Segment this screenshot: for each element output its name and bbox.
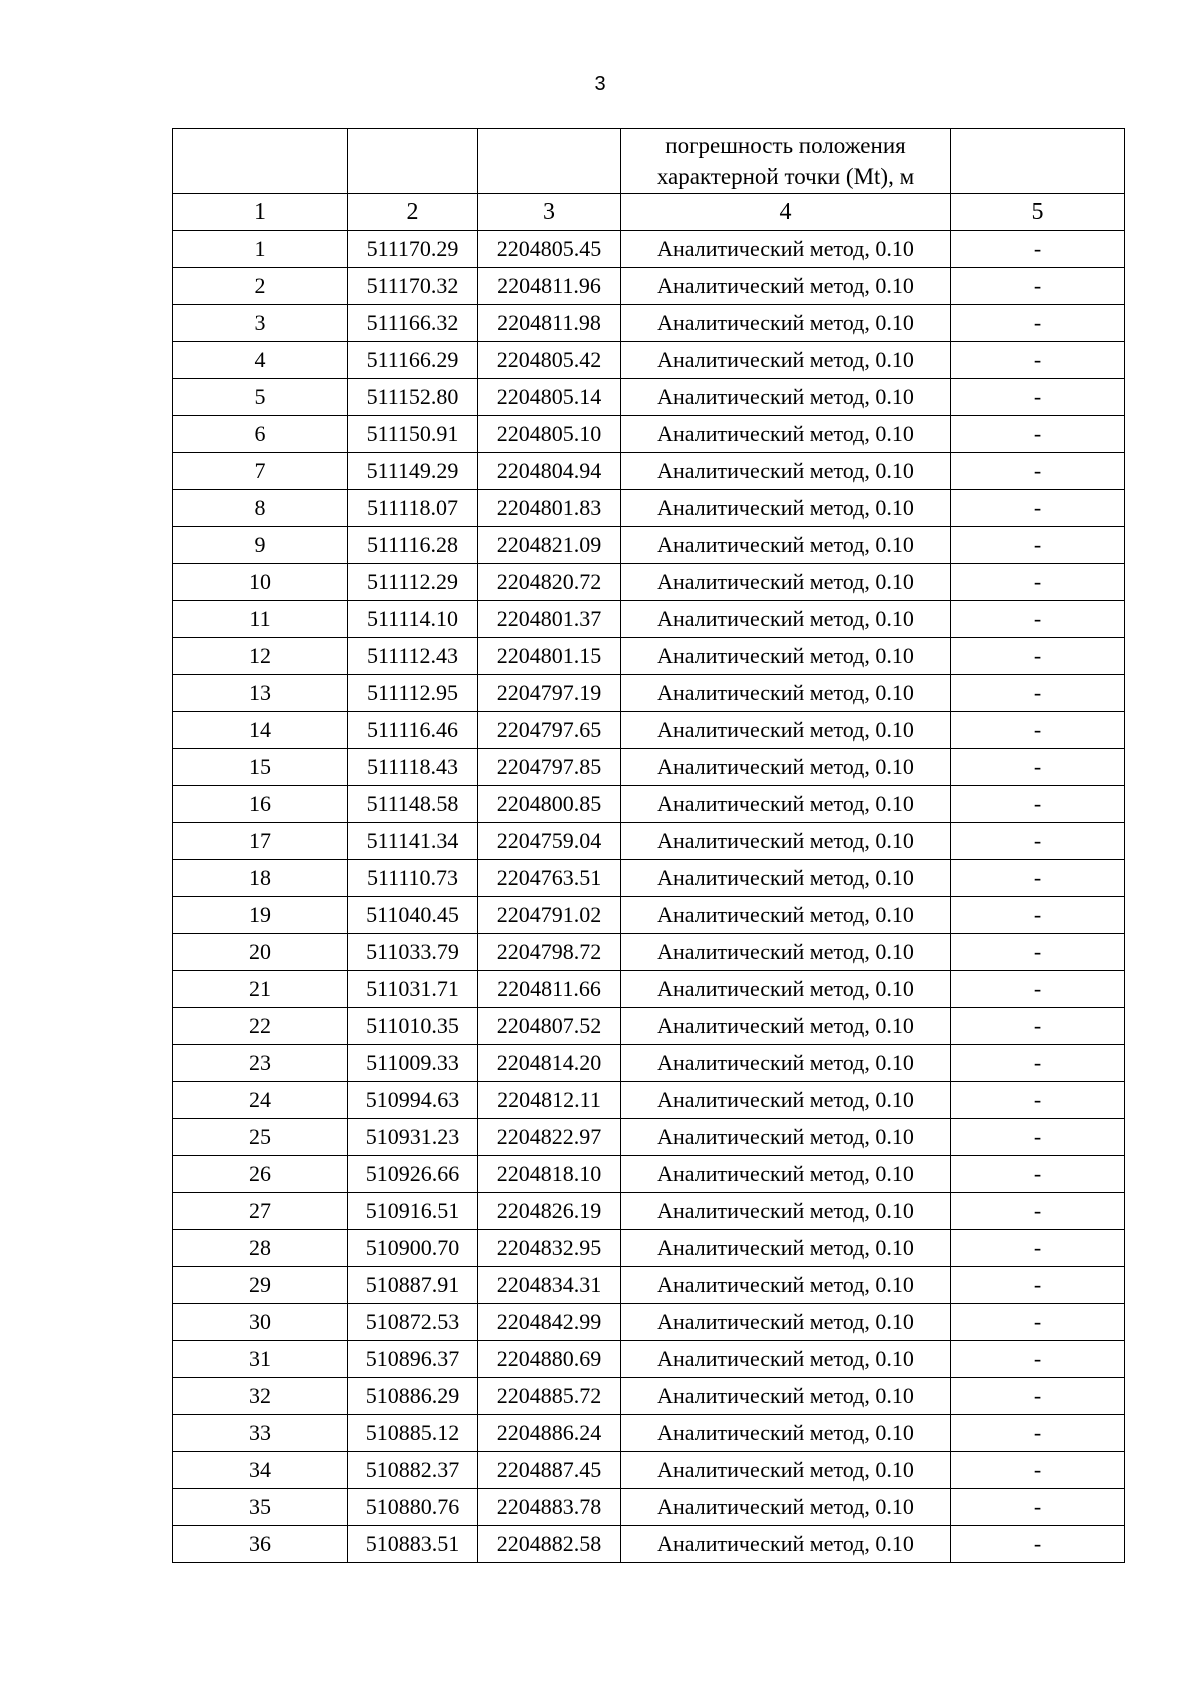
point-number-cell: 3 [173,305,348,342]
header-cell-accuracy: погрешность положения характерной точки (Mt), м [621,129,951,194]
note-cell: - [951,1489,1125,1526]
method-cell: Аналитический метод, 0.10 [621,379,951,416]
note-cell: - [951,934,1125,971]
point-number-cell: 28 [173,1230,348,1267]
method-cell: Аналитический метод, 0.10 [621,1156,951,1193]
header-cell [348,129,478,194]
y-coordinate-cell: 2204832.95 [478,1230,621,1267]
y-coordinate-cell: 2204805.10 [478,416,621,453]
note-cell: - [951,1045,1125,1082]
method-cell: Аналитический метод, 0.10 [621,1082,951,1119]
method-cell: Аналитический метод, 0.10 [621,601,951,638]
note-cell: - [951,1452,1125,1489]
point-number-cell: 36 [173,1526,348,1563]
note-cell: - [951,305,1125,342]
note-cell: - [951,490,1125,527]
method-cell: Аналитический метод, 0.10 [621,490,951,527]
x-coordinate-cell: 511009.33 [348,1045,478,1082]
point-number-cell: 8 [173,490,348,527]
table-row [173,1045,1125,1082]
table-row [173,1415,1125,1452]
column-number: 5 [951,194,1125,231]
x-coordinate-cell: 510900.70 [348,1230,478,1267]
table-row [173,1193,1125,1230]
method-cell: Аналитический метод, 0.10 [621,675,951,712]
method-cell: Аналитический метод, 0.10 [621,860,951,897]
x-coordinate-cell: 510931.23 [348,1119,478,1156]
table-header-row [173,129,1125,194]
method-cell: Аналитический метод, 0.10 [621,1267,951,1304]
y-coordinate-cell: 2204814.20 [478,1045,621,1082]
method-cell: Аналитический метод, 0.10 [621,712,951,749]
y-coordinate-cell: 2204797.19 [478,675,621,712]
method-cell: Аналитический метод, 0.10 [621,823,951,860]
point-number-cell: 2 [173,268,348,305]
x-coordinate-cell: 511114.10 [348,601,478,638]
y-coordinate-cell: 2204821.09 [478,527,621,564]
note-cell: - [951,1193,1125,1230]
table-row [173,749,1125,786]
point-number-cell: 25 [173,1119,348,1156]
point-number-cell: 14 [173,712,348,749]
point-number-cell: 23 [173,1045,348,1082]
y-coordinate-cell: 2204880.69 [478,1341,621,1378]
note-cell: - [951,268,1125,305]
table-row [173,1267,1125,1304]
table-row [173,453,1125,490]
point-number-cell: 5 [173,379,348,416]
method-cell: Аналитический метод, 0.10 [621,1045,951,1082]
point-number-cell: 4 [173,342,348,379]
note-cell: - [951,823,1125,860]
y-coordinate-cell: 2204759.04 [478,823,621,860]
x-coordinate-cell: 510886.29 [348,1378,478,1415]
point-number-cell: 17 [173,823,348,860]
note-cell: - [951,416,1125,453]
table-body [173,129,1125,1563]
method-cell: Аналитический метод, 0.10 [621,1452,951,1489]
method-cell: Аналитический метод, 0.10 [621,934,951,971]
y-coordinate-cell: 2204807.52 [478,1008,621,1045]
header-cell [478,129,621,194]
note-cell: - [951,1230,1125,1267]
y-coordinate-cell: 2204834.31 [478,1267,621,1304]
x-coordinate-cell: 511170.32 [348,268,478,305]
point-number-cell: 33 [173,1415,348,1452]
header-cell [951,129,1125,194]
table-row [173,342,1125,379]
y-coordinate-cell: 2204797.85 [478,749,621,786]
column-number: 1 [173,194,348,231]
table-row [173,1526,1125,1563]
table-row [173,1082,1125,1119]
table-row [173,934,1125,971]
y-coordinate-cell: 2204804.94 [478,453,621,490]
point-number-cell: 18 [173,860,348,897]
x-coordinate-cell: 511031.71 [348,971,478,1008]
method-cell: Аналитический метод, 0.10 [621,971,951,1008]
method-cell: Аналитический метод, 0.10 [621,897,951,934]
y-coordinate-cell: 2204887.45 [478,1452,621,1489]
method-cell: Аналитический метод, 0.10 [621,268,951,305]
x-coordinate-cell: 511170.29 [348,231,478,268]
x-coordinate-cell: 511150.91 [348,416,478,453]
column-number: 2 [348,194,478,231]
method-cell: Аналитический метод, 0.10 [621,527,951,564]
table-row [173,1341,1125,1378]
method-cell: Аналитический метод, 0.10 [621,1489,951,1526]
method-cell: Аналитический метод, 0.10 [621,305,951,342]
method-cell: Аналитический метод, 0.10 [621,1193,951,1230]
point-number-cell: 13 [173,675,348,712]
x-coordinate-cell: 511148.58 [348,786,478,823]
table-row [173,1304,1125,1341]
method-cell: Аналитический метод, 0.10 [621,1378,951,1415]
method-cell: Аналитический метод, 0.10 [621,1008,951,1045]
x-coordinate-cell: 511112.29 [348,564,478,601]
note-cell: - [951,971,1125,1008]
table-row [173,1378,1125,1415]
note-cell: - [951,712,1125,749]
note-cell: - [951,1304,1125,1341]
point-number-cell: 6 [173,416,348,453]
point-number-cell: 15 [173,749,348,786]
note-cell: - [951,564,1125,601]
x-coordinate-cell: 511033.79 [348,934,478,971]
table-row [173,1156,1125,1193]
x-coordinate-cell: 510885.12 [348,1415,478,1452]
table-row [173,675,1125,712]
x-coordinate-cell: 511141.34 [348,823,478,860]
note-cell: - [951,1526,1125,1563]
note-cell: - [951,638,1125,675]
y-coordinate-cell: 2204797.65 [478,712,621,749]
y-coordinate-cell: 2204883.78 [478,1489,621,1526]
table-row [173,601,1125,638]
table-row [173,564,1125,601]
y-coordinate-cell: 2204801.15 [478,638,621,675]
x-coordinate-cell: 511116.46 [348,712,478,749]
method-cell: Аналитический метод, 0.10 [621,638,951,675]
table-row [173,823,1125,860]
point-number-cell: 10 [173,564,348,601]
method-cell: Аналитический метод, 0.10 [621,1230,951,1267]
table-row [173,1119,1125,1156]
table-row [173,527,1125,564]
x-coordinate-cell: 510926.66 [348,1156,478,1193]
column-number: 3 [478,194,621,231]
y-coordinate-cell: 2204886.24 [478,1415,621,1452]
page-number: 3 [594,73,606,95]
y-coordinate-cell: 2204798.72 [478,934,621,971]
note-cell: - [951,1156,1125,1193]
point-number-cell: 9 [173,527,348,564]
note-cell: - [951,1378,1125,1415]
x-coordinate-cell: 511112.95 [348,675,478,712]
note-cell: - [951,860,1125,897]
y-coordinate-cell: 2204811.96 [478,268,621,305]
y-coordinate-cell: 2204818.10 [478,1156,621,1193]
table-row [173,379,1125,416]
y-coordinate-cell: 2204805.42 [478,342,621,379]
x-coordinate-cell: 511149.29 [348,453,478,490]
x-coordinate-cell: 510883.51 [348,1526,478,1563]
y-coordinate-cell: 2204812.11 [478,1082,621,1119]
method-cell: Аналитический метод, 0.10 [621,1304,951,1341]
note-cell: - [951,1082,1125,1119]
x-coordinate-cell: 511110.73 [348,860,478,897]
note-cell: - [951,231,1125,268]
x-coordinate-cell: 510880.76 [348,1489,478,1526]
y-coordinate-cell: 2204801.83 [478,490,621,527]
method-cell: Аналитический метод, 0.10 [621,1341,951,1378]
note-cell: - [951,897,1125,934]
method-cell: Аналитический метод, 0.10 [621,1119,951,1156]
note-cell: - [951,453,1125,490]
point-number-cell: 29 [173,1267,348,1304]
x-coordinate-cell: 511166.29 [348,342,478,379]
y-coordinate-cell: 2204801.37 [478,601,621,638]
table-row [173,1452,1125,1489]
table-row [173,638,1125,675]
y-coordinate-cell: 2204885.72 [478,1378,621,1415]
table-row [173,305,1125,342]
x-coordinate-cell: 511116.28 [348,527,478,564]
y-coordinate-cell: 2204826.19 [478,1193,621,1230]
x-coordinate-cell: 510887.91 [348,1267,478,1304]
note-cell: - [951,379,1125,416]
point-number-cell: 26 [173,1156,348,1193]
note-cell: - [951,1341,1125,1378]
method-cell: Аналитический метод, 0.10 [621,1415,951,1452]
table-row [173,231,1125,268]
y-coordinate-cell: 2204805.14 [478,379,621,416]
note-cell: - [951,601,1125,638]
coordinates-table [172,128,1125,1563]
point-number-cell: 1 [173,231,348,268]
point-number-cell: 19 [173,897,348,934]
point-number-cell: 34 [173,1452,348,1489]
point-number-cell: 12 [173,638,348,675]
y-coordinate-cell: 2204820.72 [478,564,621,601]
x-coordinate-cell: 511118.43 [348,749,478,786]
x-coordinate-cell: 511118.07 [348,490,478,527]
y-coordinate-cell: 2204842.99 [478,1304,621,1341]
note-cell: - [951,749,1125,786]
method-cell: Аналитический метод, 0.10 [621,416,951,453]
point-number-cell: 11 [173,601,348,638]
table-row [173,268,1125,305]
y-coordinate-cell: 2204791.02 [478,897,621,934]
x-coordinate-cell: 511112.43 [348,638,478,675]
point-number-cell: 16 [173,786,348,823]
x-coordinate-cell: 510896.37 [348,1341,478,1378]
table-row [173,712,1125,749]
table-row [173,860,1125,897]
method-cell: Аналитический метод, 0.10 [621,342,951,379]
header-cell [173,129,348,194]
note-cell: - [951,1267,1125,1304]
point-number-cell: 21 [173,971,348,1008]
y-coordinate-cell: 2204805.45 [478,231,621,268]
method-cell: Аналитический метод, 0.10 [621,453,951,490]
x-coordinate-cell: 510872.53 [348,1304,478,1341]
x-coordinate-cell: 511166.32 [348,305,478,342]
method-cell: Аналитический метод, 0.10 [621,564,951,601]
point-number-cell: 7 [173,453,348,490]
x-coordinate-cell: 510882.37 [348,1452,478,1489]
note-cell: - [951,786,1125,823]
method-cell: Аналитический метод, 0.10 [621,1526,951,1563]
point-number-cell: 35 [173,1489,348,1526]
y-coordinate-cell: 2204882.58 [478,1526,621,1563]
y-coordinate-cell: 2204811.66 [478,971,621,1008]
y-coordinate-cell: 2204811.98 [478,305,621,342]
note-cell: - [951,342,1125,379]
x-coordinate-cell: 511010.35 [348,1008,478,1045]
point-number-cell: 22 [173,1008,348,1045]
point-number-cell: 31 [173,1341,348,1378]
table-row [173,786,1125,823]
method-cell: Аналитический метод, 0.10 [621,749,951,786]
column-number: 4 [621,194,951,231]
y-coordinate-cell: 2204822.97 [478,1119,621,1156]
column-number-row [173,194,1125,231]
table-row [173,1230,1125,1267]
point-number-cell: 32 [173,1378,348,1415]
note-cell: - [951,1008,1125,1045]
x-coordinate-cell: 510994.63 [348,1082,478,1119]
method-cell: Аналитический метод, 0.10 [621,231,951,268]
x-coordinate-cell: 511040.45 [348,897,478,934]
point-number-cell: 24 [173,1082,348,1119]
point-number-cell: 20 [173,934,348,971]
y-coordinate-cell: 2204800.85 [478,786,621,823]
note-cell: - [951,675,1125,712]
point-number-cell: 30 [173,1304,348,1341]
x-coordinate-cell: 510916.51 [348,1193,478,1230]
y-coordinate-cell: 2204763.51 [478,860,621,897]
note-cell: - [951,1119,1125,1156]
table-row [173,416,1125,453]
x-coordinate-cell: 511152.80 [348,379,478,416]
table-row [173,1008,1125,1045]
table-row [173,971,1125,1008]
table-row [173,1489,1125,1526]
note-cell: - [951,527,1125,564]
table-row [173,897,1125,934]
table-row [173,490,1125,527]
point-number-cell: 27 [173,1193,348,1230]
method-cell: Аналитический метод, 0.10 [621,786,951,823]
note-cell: - [951,1415,1125,1452]
